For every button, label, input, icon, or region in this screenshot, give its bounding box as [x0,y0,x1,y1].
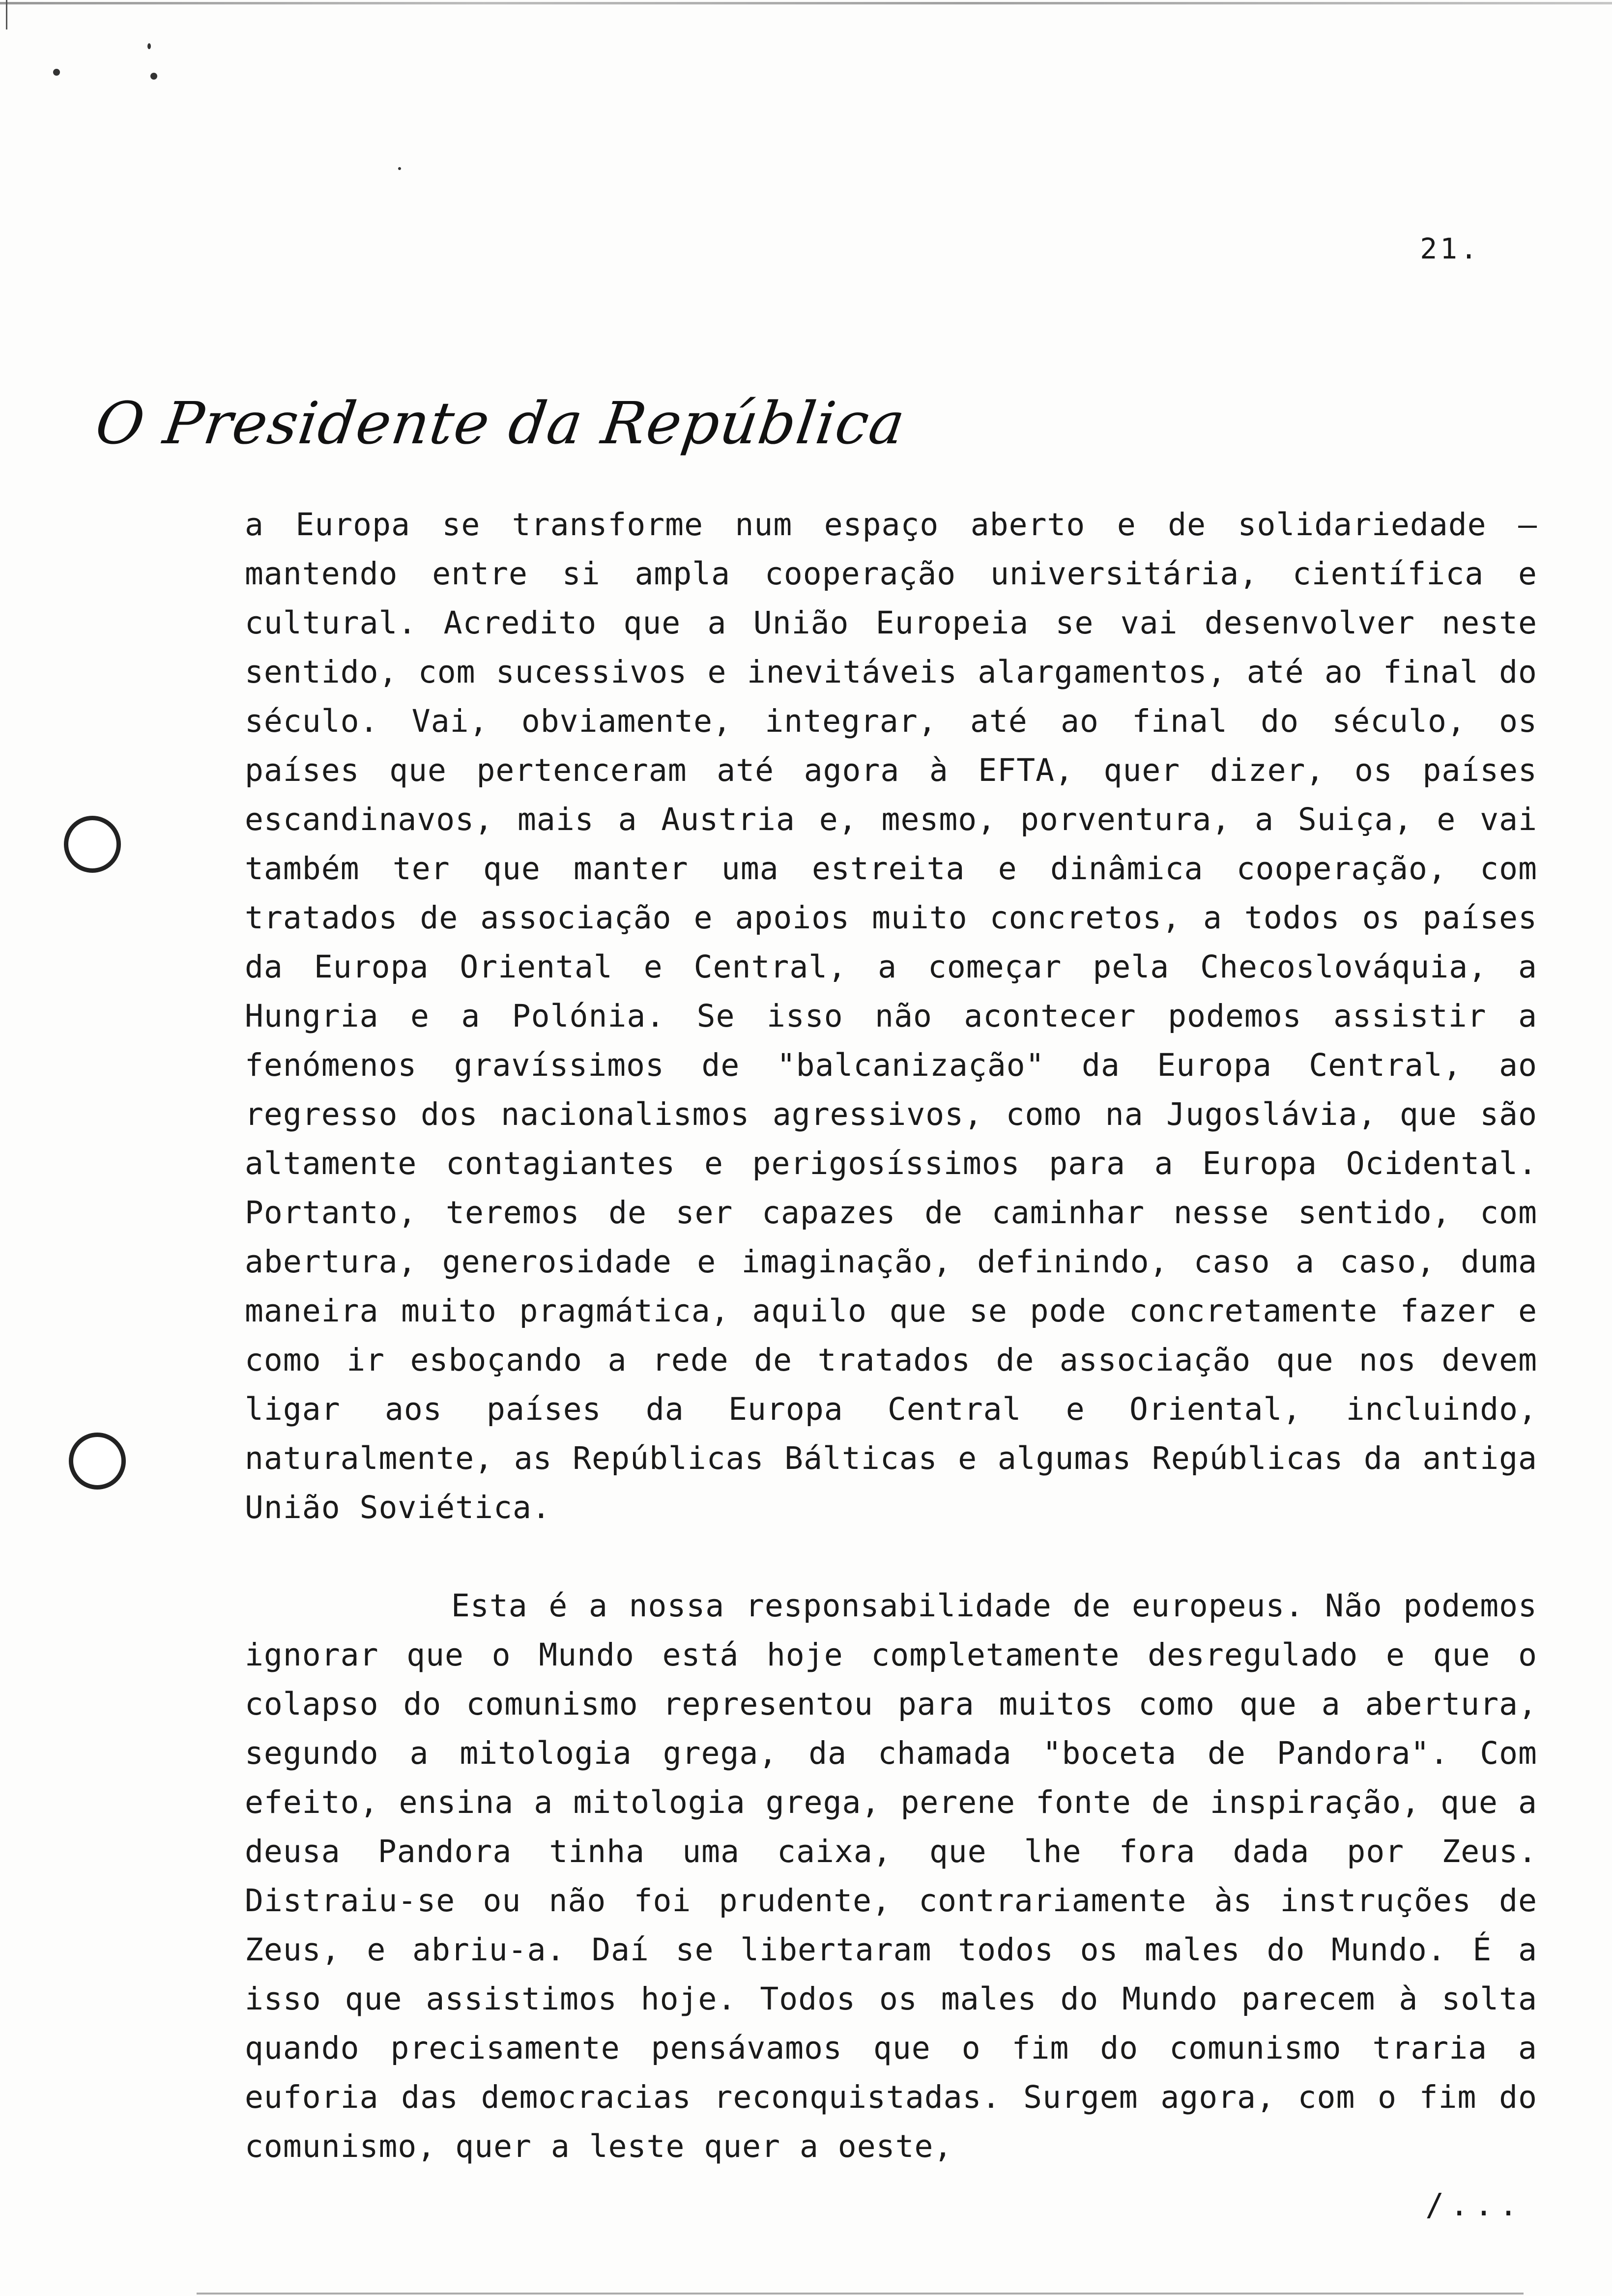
page-number: 21. [1420,232,1480,265]
letterhead-title: O Presidente da República [91,389,910,457]
scan-speck [147,43,151,49]
scan-left-edge [6,0,7,29]
scan-speck [398,167,401,170]
scan-speck [53,69,60,76]
scan-top-edge [0,2,1612,4]
scan-bottom-edge [197,2293,1524,2295]
paragraph: Esta é a nossa responsabilidade de europeus. Não podemos ignorar que o Mundo está hoje completamente desregulado e que o colapso do comunismo representou para muitos como que a abertura, segundo a mitologia grega, da chamada "boceta de Pandora". Com efeito, ensina a mitologia grega, perene fonte de inspiração, que a deusa Pandora tinha uma caixa, que lhe fora dada por Zeus. Distraiu-se ou não foi prudente, contrariamente às instruções de Zeus, e abriu-a. Daí se libertaram todos os males do Mundo. É a isso que assistimos hoje. Todos os males do Mundo parecem à solta quando precisamente pensávamos que o fim do comunismo traria a euforia das democracias reconquistadas. Surgem agora, com o fim do comunismo, quer a leste quer a oeste, [245,1588,1537,2164]
paragraph: a Europa se transforme num espaço aberto e de solidariedade – mantendo entre si ampla cooperação universitária, científica e cultural. Acredito que a União Europeia se vai desenvolver neste sentido, com sucessivos e inevitáveis alargamentos, até ao final do século. Vai, obviamente, integrar, até ao final do século, os países que pertenceram até agora à EFTA, quer dizer, os países escandinavos, mais a Austria e, mesmo, porventura, a Suiça, e vai também ter que manter uma estreita e dinâmica cooperação, com tratados de associação e apoios muito concretos, a todos os países da Europa Oriental e Central, a começar pela Checoslováquia, a Hungria e a Polónia. Se isso não acontecer podemos assistir a fenómenos gravíssimos de "balcanização" da Europa Central, ao regresso dos nacionalismos agressivos, como na Jugoslávia, que são altamente contagiantes e perigosíssimos para a Europa Ocidental. Portanto, teremos de ser capazes de caminhar nesse sentido, com abertura, generosidade e imaginação, definindo, caso a caso, duma maneira muito pragmática, aquilo que se pode concretamente fazer e como ir esboçando a rede de tratados de associação que nos devem ligar aos países da Europa Central e Oriental, incluindo, naturalmente, as Repúblicas Bálticas e algumas Repúblicas da antiga União Soviética. [245,507,1537,1525]
continuation-mark: /... [1425,2187,1524,2223]
punch-hole-lower [69,1433,126,1490]
scan-speck [150,73,157,80]
letter-body [245,500,1537,2171]
punch-hole-upper [64,816,121,873]
